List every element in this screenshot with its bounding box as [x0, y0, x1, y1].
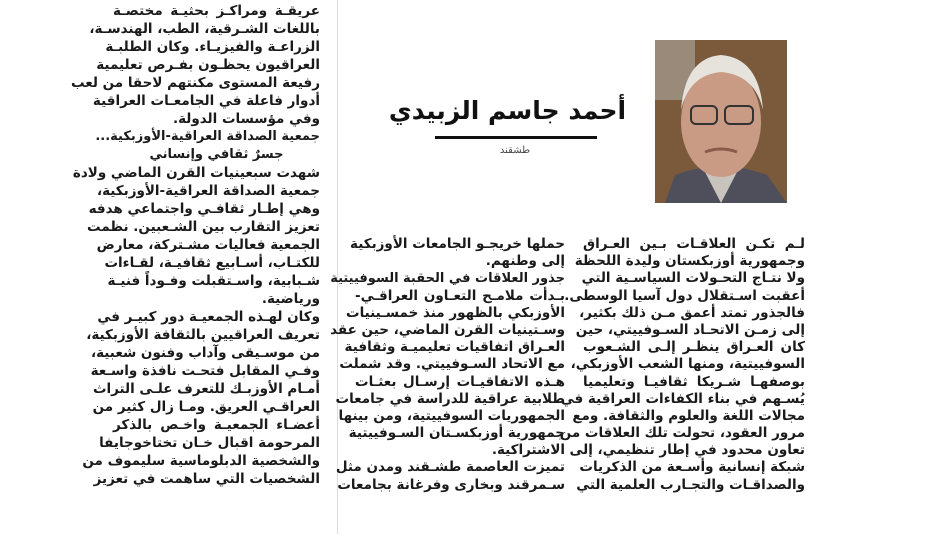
text-line: وفـي المقابل فتحـت نافذة واسـعة — [90, 363, 320, 379]
text-line: مع الاتحاد السـوفييتي. وقد شملت — [339, 356, 565, 373]
text-line: أعضـاء الجمعيـة واخـص بالذكر — [113, 417, 320, 433]
text-line: حملها خريجـو الجامعات الأوزبكية — [350, 236, 565, 252]
author-name-underline — [435, 136, 597, 139]
text-line: طلابية عراقية للدراسة في جامعات — [335, 390, 565, 407]
text-line: ولا نتـاج التحـولات السياسـية التي — [581, 270, 805, 287]
text-line: الجمهوريات السوفييتية، ومن بينها — [338, 407, 565, 424]
text-line: وفي مؤسسات الدولة. — [172, 111, 320, 127]
author-location: طشقند — [499, 145, 531, 156]
text-line: هـذه الاتفاقيـات إرسـال بعثـات — [355, 373, 565, 390]
text-line: شهدت سبعينيات القرن الماضي ولادة — [72, 165, 320, 181]
text-line: جمعية الصداقة العراقية-الأوزبكية، — [96, 183, 320, 199]
subheading: جذور العلاقات في الحقبة السوفييتية — [330, 271, 565, 287]
text-line: إلى وطنهم. — [485, 253, 565, 270]
author-photo — [655, 40, 787, 203]
text-line: سـمرقند وبخارى وفرغانة بجامعات — [337, 476, 565, 493]
text-line: أمـام الأوزبـك للتعرف علـى التراث — [92, 381, 320, 397]
text-line: شـبابية، واسـتقبلت وفـوداً فنيـة — [107, 273, 320, 289]
text-line: كان العـراق ينظـر إلـى الشـعوب — [583, 339, 805, 356]
text-line: وكان لهـذه الجمعيـة دور كبيـر في — [97, 309, 320, 325]
text-line: وهي إطـار ثقافـي واجتماعي هدفه — [88, 201, 320, 217]
text-line: رفيعة المستوى مكنتهم لاحقا من لعب — [70, 75, 320, 91]
text-line: وجمهورية أوزبكستان وليدة اللحظة — [574, 253, 805, 270]
text-line: السوفييتية، ومنها الشعب الأوزبكي، — [570, 356, 805, 373]
text-line: وسـتينيات القرن الماضي، حين عقد — [330, 321, 565, 338]
text-line: باللغات الشـرقية، الطب، الهندسـة، — [89, 21, 320, 37]
text-line: الأوزبكي بالظهور منذ خمسـينيات — [346, 304, 565, 321]
text-line: تعريف العراقيين بالثقافة الأوزبكية، — [86, 327, 320, 343]
text-line: المرحومة اقبال خـان تختاخوجايفا — [99, 435, 320, 451]
text-line: تميزت العاصمة طشـقند ومدن مثل — [335, 459, 565, 476]
text-line: من موسـيقى وآداب وفنون شعبية، — [90, 345, 320, 361]
text-line: فالجذور تمتد أعمق مـن ذلك بكثير، — [579, 304, 805, 321]
text-line: مجالات اللغة والعلوم والثقافة. ومع — [572, 407, 805, 424]
subheading: جسرٌ ثقافي وإنساني — [149, 147, 284, 162]
text-line: شبكة إنسانية وأسـعة من الذكريات — [579, 459, 805, 476]
text-line: أدوار فاعلة في الجامعـات العراقية — [92, 93, 320, 109]
text-line: تعزيز التقارب بين الشـعبين. نظمت — [87, 219, 320, 235]
text-line: لـم تكـن العلاقـات بـين العـراق — [583, 236, 805, 252]
text-line: ورياضية. — [261, 291, 320, 307]
column-divider — [337, 0, 338, 534]
article-column-middle — [330, 236, 565, 494]
subheading: جمعية الصداقة العراقية-الأوزبكية... — [95, 129, 320, 144]
text-line: إلى زمـن الاتحـاد السـوفييتي، حين — [575, 321, 805, 338]
text-line: أعقبت اسـتقلال دول آسيا الوسطى. — [564, 287, 805, 304]
text-line: يُسـهم في بناء الكفاءات العراقية في — [560, 390, 805, 407]
text-line: للكتـاب، أسـابيع ثقافيـة، لقـاءات — [104, 255, 320, 271]
text-line: العراقيون يحظـون بفـرص تعليمية — [96, 57, 320, 73]
article-column-left — [70, 2, 320, 488]
text-line: الشخصيات التي ساهمت في تعزيز — [93, 471, 320, 487]
text-line: العـراق اتفاقيات تعليميـة وثقافية — [344, 339, 565, 356]
article-column-right — [559, 236, 805, 494]
text-line: مرور العقود، تحولت تلك العلاقات من — [559, 425, 805, 442]
text-line: بوصفهـا شـريكا ثقافيـا وتعليميا — [583, 373, 805, 390]
text-line: تعاون محدود في إطار تنظيمي، إلى — [569, 442, 805, 459]
text-line: جمهورية أوزبكسـتان السـوفييتية — [348, 425, 565, 442]
text-line: الجمعية فعاليات مشـتركة، معارض — [96, 237, 320, 253]
text-line: بـدأت ملامـح التعـاون العراقـي- — [355, 287, 565, 304]
author-name: أحمد جاسم الزبيدي — [388, 96, 627, 125]
text-line: الزراعـة والفيزيـاء. وكان الطلبـة — [105, 39, 320, 55]
text-line: والشخصية الدبلوماسية سليموف من — [82, 453, 320, 469]
text-line: العراقـي العريق. ومـا زال كثير من — [92, 399, 320, 415]
text-line: والصداقـات والتجـارب العلمية التي — [576, 476, 805, 493]
text-line: عريقـة ومراكـز بحثيـة مختصـة — [113, 3, 320, 19]
text-line: الاشتراكية. — [491, 442, 565, 459]
